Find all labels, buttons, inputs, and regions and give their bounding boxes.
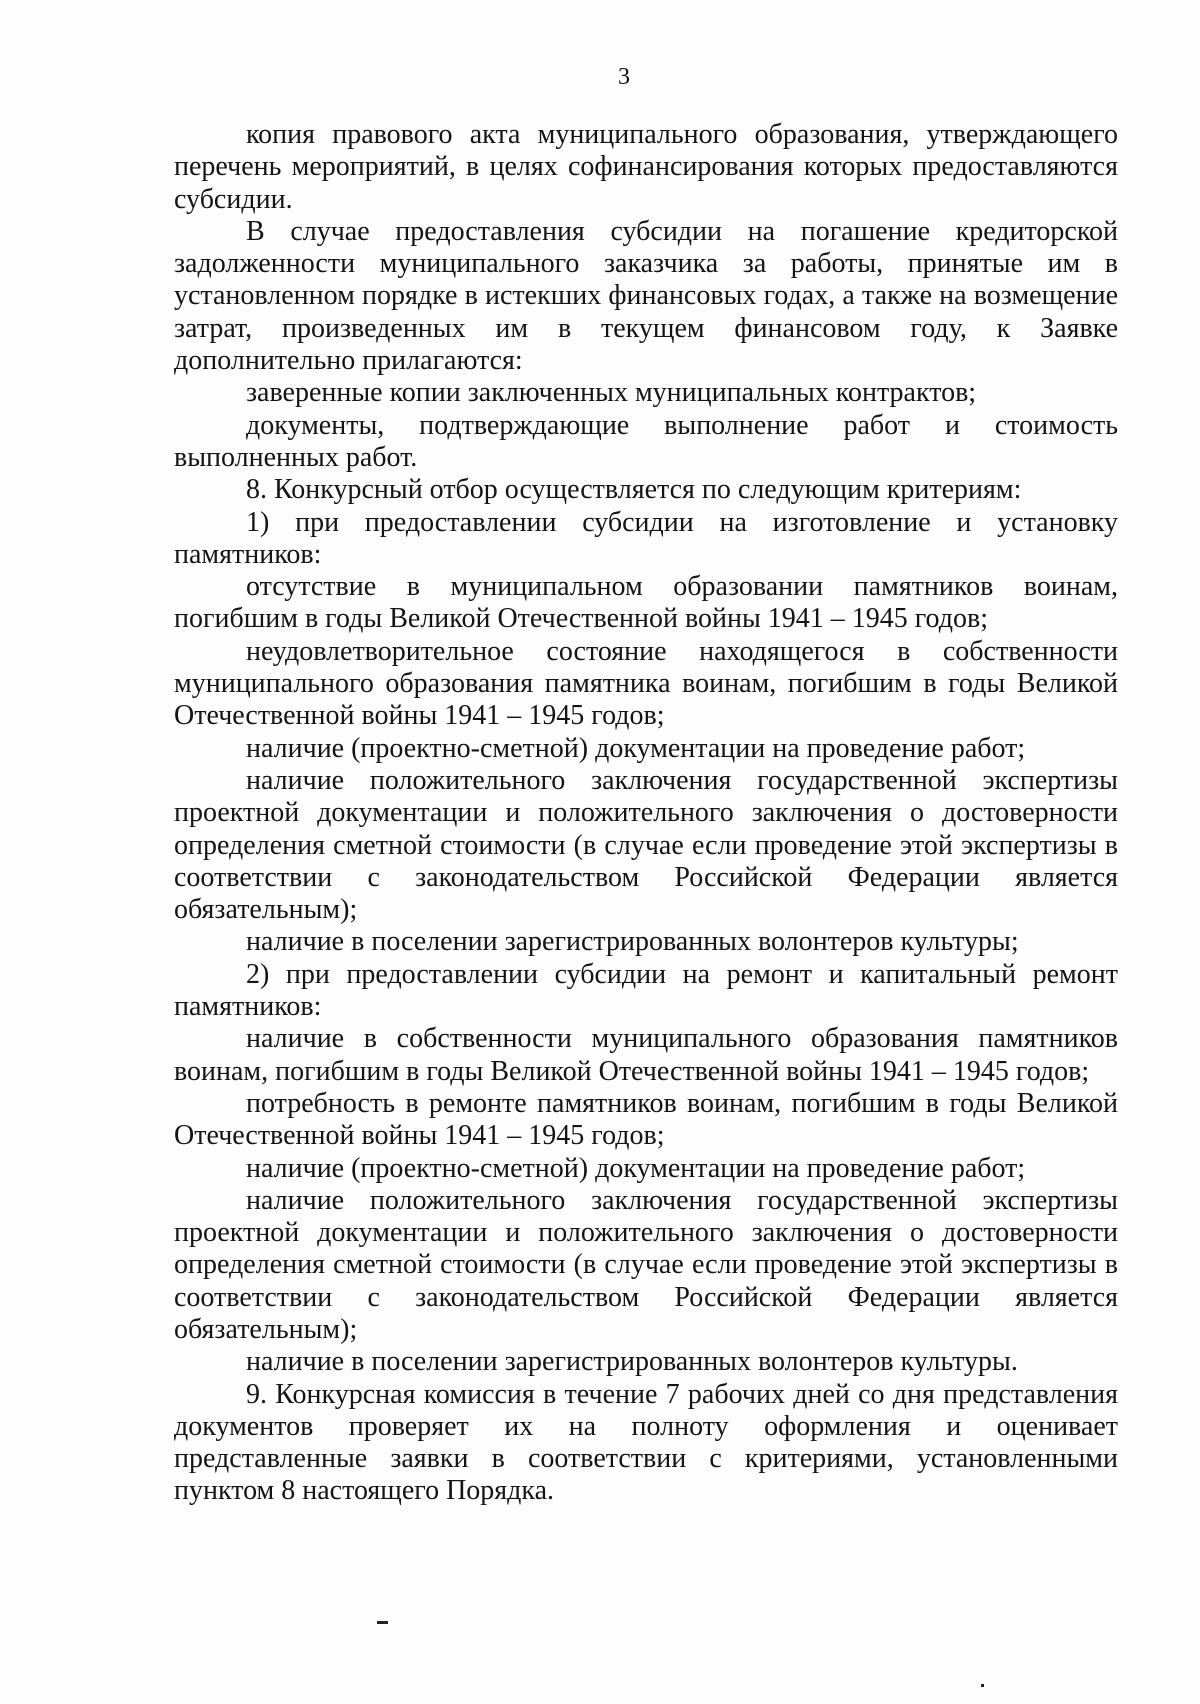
- paragraph-16: наличие положительного заключения государственной экспертизы проектной документации и положительного заключения о достоверности определения сметной стоимости (в случае если проведение этой экспертизы в соответствии с законодательством Российской Федерации является обязательным);: [174, 1184, 1118, 1345]
- paragraph-17: наличие в поселении зарегистрированных волонтеров культуры.: [246, 1346, 1018, 1378]
- paragraph-4: документы, подтверждающие выполнение работ и стоимость выполненных работ.: [174, 409, 1118, 473]
- scan-dash-mark: [377, 1621, 388, 1624]
- paragraph-5: 8. Конкурсный отбор осуществляется по следующим критериям:: [246, 474, 1022, 506]
- paragraph-3: заверенные копии заключенных муниципальных контрактов;: [246, 377, 977, 409]
- paragraph-13: наличие в собственности муниципального образования памятников воинам, погибшим в годы Великой Отечественной войны 1941 – 1945 годов;: [174, 1023, 1118, 1087]
- page-number: 3: [618, 64, 630, 90]
- paragraph-1: копия правового акта муниципального образования, утверждающего перечень мероприятий, в целях софинансирования которых предоставляются субсидии.: [174, 119, 1118, 215]
- paragraph-12: 2) при предоставлении субсидии на ремонт и капитальный ремонт памятников:: [174, 958, 1118, 1023]
- paragraph-10: наличие положительного заключения государственной экспертизы проектной документации и положительного заключения о достоверности определения сметной стоимости (в случае если проведение этой экспертизы в соответствии с законодательством Российской Федерации является обязательным);: [174, 764, 1118, 926]
- document-body: [174, 119, 1118, 1508]
- paragraph-8: неудовлетворительное состояние находящегося в собственности муниципального образования памятника воинам, погибшим в годы Великой Отечественной войны 1941 – 1945 годов;: [174, 635, 1118, 732]
- paragraph-2: В случае предоставления субсидии на погашение кредиторской задолженности муниципального заказчика за работы, принятые им в установленном порядке в истекших финансовых годах, а также на возмещение затрат, произведенных им в текущем финансовом году, к Заявке дополнительно прилагаются:: [174, 215, 1118, 377]
- paragraph-11: наличие в поселении зарегистрированных волонтеров культуры;: [246, 926, 1019, 958]
- paragraph-14: потребность в ремонте памятников воинам, погибшим в годы Великой Отечественной войны 1941 – 1945 годов;: [174, 1087, 1118, 1152]
- paragraph-6: 1) при предоставлении субсидии на изготовление и установку памятников:: [174, 506, 1118, 570]
- paragraph-7: отсутствие в муниципальном образовании памятников воинам, погибшим в годы Великой Отечественной войны 1941 – 1945 годов;: [174, 571, 1118, 635]
- scan-dot-mark: [981, 1684, 984, 1687]
- paragraph-18: 9. Конкурсная комиссия в течение 7 рабочих дней со дня представления документов проверяет их на полноту оформления и оценивает представленные заявки в соответствии с критериями, установленными пунктом 8 настоящего Порядка.: [174, 1378, 1118, 1507]
- paragraph-15: наличие (проектно-сметной) документации на проведение работ;: [246, 1152, 1026, 1184]
- paragraph-9: наличие (проектно-сметной) документации на проведение работ;: [246, 732, 1026, 764]
